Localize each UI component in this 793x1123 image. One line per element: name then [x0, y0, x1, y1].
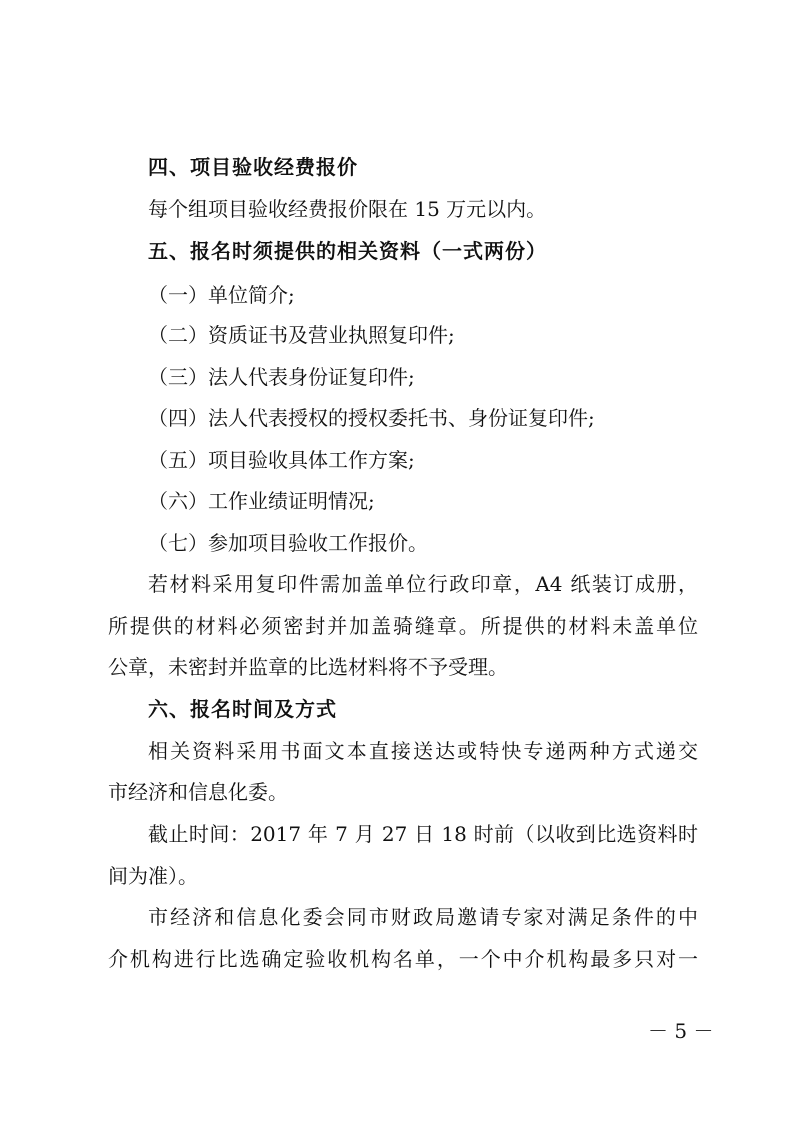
section5-heading: 五、报名时须提供的相关资料（一式两份）: [148, 239, 547, 263]
section4-heading: 四、项目验收经费报价: [148, 155, 358, 179]
section6-para-line: 市经济和信息化委。: [108, 780, 288, 804]
section5-item: （四）法人代表授权的授权委托书、身份证复印件;: [148, 406, 595, 430]
section5-note-line: 所提供的材料必须密封并加盖骑缝章。所提供的材料未盖单位: [108, 614, 698, 638]
section5-item: （七）参加项目验收工作报价。: [148, 531, 428, 555]
section5-item: （六）工作业绩证明情况;: [148, 489, 375, 513]
section6-para-line: 间为准）。: [108, 864, 198, 888]
section6-para-line: 截止时间：2017 年 7 月 27 日 18 时前（以收到比选资料时: [148, 822, 698, 846]
page-number: － 5 －: [648, 1019, 714, 1043]
section4-text: 每个组项目验收经费报价限在 15 万元以内。: [148, 197, 547, 221]
section5-item: （一）单位简介;: [148, 283, 295, 307]
section6-heading: 六、报名时间及方式: [148, 697, 337, 721]
section6-para-line: 相关资料采用书面文本直接送达或特快专递两种方式递交: [148, 739, 698, 763]
section5-note-line: 公章，未密封并监章的比选材料将不予受理。: [108, 655, 508, 679]
section5-item: （二）资质证书及营业执照复印件;: [148, 323, 455, 347]
section5-item: （三）法人代表身份证复印件;: [148, 365, 415, 389]
section6-para-line: 介机构进行比选确定验收机构名单，一个中介机构最多只对一: [108, 947, 698, 971]
section5-item: （五）项目验收具体工作方案;: [148, 448, 415, 472]
section5-note-line: 若材料采用复印件需加盖单位行政印章，A4 纸装订成册，: [148, 572, 698, 596]
section6-para-line: 市经济和信息化委会同市财政局邀请专家对满足条件的中: [148, 905, 698, 929]
